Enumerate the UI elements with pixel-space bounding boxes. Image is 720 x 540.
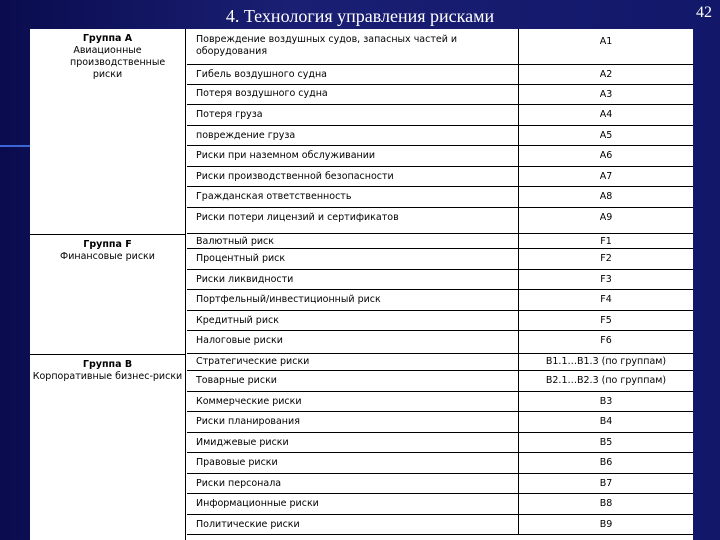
decorative-line (0, 145, 30, 147)
table-row (187, 354, 693, 371)
risk-name: Риски потери лицензий и сертификатов (196, 212, 399, 223)
risk-name: Гибель воздушного судна (196, 69, 328, 80)
table-row (187, 515, 693, 535)
risk-code: В7 (518, 474, 693, 493)
risk-code: F6 (518, 331, 693, 353)
risk-name: Правовые риски (196, 457, 278, 468)
table-row (187, 126, 693, 146)
group-b-name: Группа В (82, 359, 133, 370)
group-f-cell (30, 234, 185, 354)
risk-code: А3 (518, 85, 693, 104)
risk-name: Риски производственной безопасности (196, 171, 394, 182)
group-a-cell (30, 29, 185, 234)
risk-name: Риски персонала (196, 478, 282, 489)
group-f-description: Финансовые риски (60, 251, 155, 262)
table-row (187, 208, 693, 234)
table-row (187, 249, 693, 270)
risk-name: Процентный риск (196, 253, 286, 264)
risk-name: Валютный риск (196, 236, 275, 247)
table-row (187, 474, 693, 494)
risk-code: В4 (518, 412, 693, 432)
page-number: 42 (696, 4, 712, 21)
table-row (187, 371, 693, 392)
table-row (187, 146, 693, 167)
risk-code: В6 (518, 453, 693, 473)
risk-code: А4 (518, 105, 693, 125)
risk-name: Риски ликвидности (196, 274, 294, 285)
table-row (187, 412, 693, 433)
group-b-cell (30, 354, 185, 540)
table-row (187, 187, 693, 208)
table-row (187, 234, 693, 249)
risk-name: Кредитный риск (196, 315, 279, 326)
risk-name: Имиджевые риски (196, 437, 289, 448)
risk-name: Потеря груза (196, 109, 263, 120)
risk-name: Потеря воздушного судна (196, 88, 328, 99)
table-row (187, 311, 693, 331)
risk-name: Портфельный/инвестиционный риск (196, 294, 381, 305)
table-row (187, 453, 693, 474)
table-row (187, 494, 693, 515)
risk-code: А2 (518, 65, 693, 84)
risk-code: А7 (518, 167, 693, 186)
table-row (187, 433, 693, 453)
slide-title: 4. Технология управления рисками (225, 6, 495, 26)
risk-code: В1.1…В1.3 (по группам) (518, 354, 693, 370)
risk-code: В3 (518, 392, 693, 411)
risk-name: Гражданская ответственность (196, 191, 352, 202)
risk-code: А8 (518, 187, 693, 207)
risk-code: А6 (518, 146, 693, 166)
risk-code: F2 (518, 249, 693, 269)
risk-name: Налоговые риски (196, 335, 283, 346)
risk-code: F1 (518, 234, 693, 248)
table-row (187, 85, 693, 105)
group-b-description: Корпоративные бизнес-риски (32, 371, 183, 382)
risk-code: В5 (518, 433, 693, 452)
table-row (187, 270, 693, 290)
risk-name: Риски при наземном обслуживании (196, 150, 376, 161)
table-row (187, 290, 693, 311)
risk-table (30, 29, 693, 540)
risk-name: Риски планирования (196, 416, 300, 427)
group-f-name: Группа F (83, 239, 132, 250)
table-row (187, 392, 693, 412)
risk-code: F5 (518, 311, 693, 330)
risk-name: Стратегические риски (196, 356, 310, 367)
risk-code: F4 (518, 290, 693, 310)
risk-name: повреждение груза (196, 130, 296, 141)
risk-code: В8 (518, 494, 693, 514)
risk-code: А5 (518, 126, 693, 145)
group-a-name: Группа А (82, 33, 133, 44)
group-column (30, 29, 186, 540)
risk-code: В9 (518, 515, 693, 534)
table-row (187, 167, 693, 187)
table-row (187, 29, 693, 65)
risk-code: А1 (518, 29, 693, 64)
table-row (187, 331, 693, 354)
risk-code: В2.1…В2.3 (по группам) (518, 371, 693, 391)
risk-name: Политические риски (196, 519, 300, 530)
risk-name: Коммерческие риски (196, 396, 302, 407)
group-a-description: Авиационные производственные риски (70, 45, 166, 80)
risk-name: Повреждение воздушных судов, запасных частей и оборудования (196, 34, 458, 57)
table-row (187, 65, 693, 85)
risk-code: F3 (518, 270, 693, 289)
table-row (187, 105, 693, 126)
risk-name: Товарные риски (196, 375, 277, 386)
risk-code: А9 (518, 208, 693, 233)
risk-name: Информационные риски (196, 498, 319, 509)
